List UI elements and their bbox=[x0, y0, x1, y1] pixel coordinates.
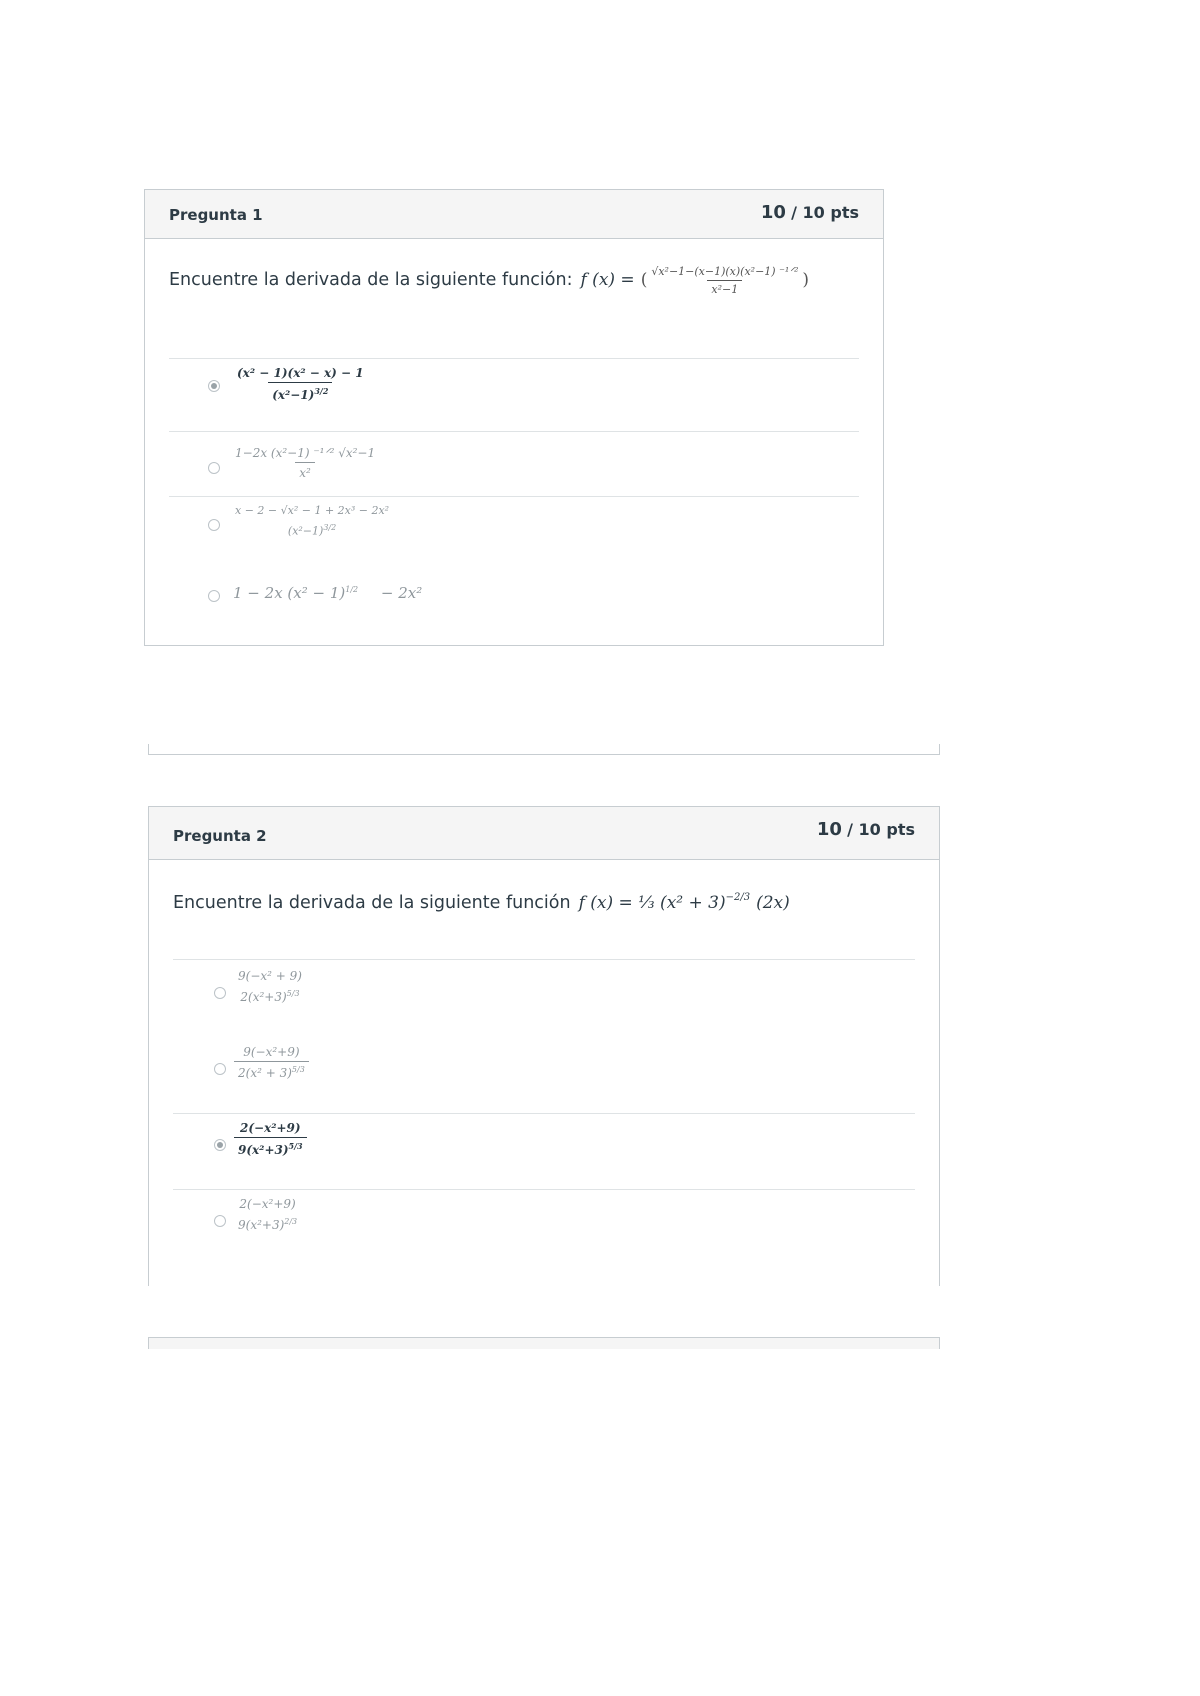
prompt-exp: −2/3 bbox=[725, 891, 751, 903]
question-header bbox=[145, 190, 883, 239]
points-earned: 10 bbox=[760, 202, 786, 223]
next-card-right-edge bbox=[939, 1337, 940, 1349]
answer-option-1[interactable] bbox=[234, 969, 306, 1004]
points-total: / 10 pts bbox=[847, 820, 915, 839]
prompt-math: f (x) = ⅓ (x² + 3) bbox=[578, 893, 726, 913]
option-denominator bbox=[236, 985, 303, 1004]
option-numerator: (x² − 1)(x² − x) − 1 bbox=[237, 366, 364, 380]
option-den-base: (x²−1) bbox=[287, 524, 324, 538]
option-numerator: 2(−x²+9) bbox=[239, 1197, 296, 1211]
option-den-base: 2(x²+3) bbox=[240, 990, 287, 1004]
question-prompt bbox=[169, 250, 809, 310]
question-title: Pregunta 1 bbox=[169, 206, 263, 224]
option-divider bbox=[173, 1189, 915, 1190]
option-divider bbox=[173, 959, 915, 960]
next-card-header-strip bbox=[149, 1338, 939, 1349]
answer-radio-1[interactable] bbox=[208, 380, 220, 392]
option-denominator: x² bbox=[295, 462, 315, 480]
answer-option-2[interactable] bbox=[234, 1045, 309, 1080]
prompt-denominator: x²−1 bbox=[707, 280, 742, 296]
option-den-base: 9(x²+3) bbox=[238, 1143, 289, 1157]
prompt-text: Encuentre la derivada de la siguiente función bbox=[173, 893, 571, 913]
answer-option-3[interactable] bbox=[231, 504, 393, 538]
option-den-exp: 3/2 bbox=[314, 386, 329, 396]
left-paren: ( bbox=[640, 269, 648, 290]
question-points bbox=[817, 819, 915, 840]
prompt-text: Encuentre la derivada de la siguiente función: bbox=[169, 270, 573, 290]
option-numerator: 2(−x²+9) bbox=[240, 1121, 301, 1135]
answer-option-1[interactable] bbox=[233, 366, 368, 402]
option-denominator bbox=[234, 1061, 309, 1080]
card-left-edge bbox=[148, 744, 149, 755]
option-text: 1 − 2x (x² − 1) bbox=[233, 584, 346, 602]
points-earned: 10 bbox=[816, 819, 842, 840]
option-exp: 1/2 bbox=[345, 585, 359, 594]
option-tail: − 2x² bbox=[380, 584, 423, 602]
right-paren: ) bbox=[802, 269, 810, 290]
option-divider bbox=[173, 1113, 915, 1114]
answer-radio-3[interactable] bbox=[208, 519, 220, 531]
option-denominator bbox=[234, 1137, 307, 1157]
option-den-exp: 5/3 bbox=[291, 1065, 305, 1074]
card-right-edge bbox=[939, 744, 940, 755]
option-numerator: 9(−x² + 9) bbox=[238, 969, 302, 983]
answer-radio-3[interactable] bbox=[214, 1139, 226, 1151]
option-denominator bbox=[234, 1213, 301, 1232]
question-card-1 bbox=[144, 189, 884, 646]
option-den-base: 9(x²+3) bbox=[238, 1218, 285, 1232]
answer-option-4[interactable] bbox=[234, 1197, 301, 1232]
prompt-fraction bbox=[647, 265, 802, 296]
option-numerator: 9(−x²+9) bbox=[243, 1045, 300, 1059]
question-title: Pregunta 2 bbox=[173, 827, 267, 845]
option-den-exp: 5/3 bbox=[286, 989, 300, 998]
answer-radio-2[interactable] bbox=[214, 1063, 226, 1075]
option-denominator bbox=[268, 382, 332, 402]
option-den-base: 2(x² + 3) bbox=[238, 1066, 292, 1080]
answer-radio-1[interactable] bbox=[214, 987, 226, 999]
prompt-numerator: √x²−1−(x−1)(x)(x²−1) ⁻¹ᐟ² bbox=[651, 264, 799, 278]
answer-option-4[interactable] bbox=[233, 584, 422, 602]
option-numerator: x − 2 − √x² − 1 + 2x³ − 2x² bbox=[235, 504, 390, 517]
points-total: / 10 pts bbox=[791, 203, 859, 222]
option-numerator: 1−2x (x²−1) ⁻¹ᐟ² √x²−1 bbox=[235, 446, 376, 460]
answer-radio-4[interactable] bbox=[208, 590, 220, 602]
option-divider bbox=[169, 431, 859, 432]
answer-radio-2[interactable] bbox=[208, 462, 220, 474]
question-card-2 bbox=[148, 806, 940, 1286]
option-den-base: (x²−1) bbox=[272, 388, 315, 402]
answer-option-3[interactable] bbox=[234, 1121, 307, 1157]
question-prompt bbox=[173, 893, 790, 913]
option-denominator bbox=[284, 519, 340, 538]
option-divider bbox=[169, 358, 859, 359]
option-den-exp: 5/3 bbox=[288, 1141, 303, 1151]
prompt-tail: (2x) bbox=[756, 893, 790, 913]
question-header bbox=[149, 807, 939, 860]
answer-radio-4[interactable] bbox=[214, 1215, 226, 1227]
question-points bbox=[761, 202, 859, 223]
prompt-math-lhs: f (x) = bbox=[580, 270, 635, 290]
option-den-exp: 2/3 bbox=[284, 1217, 298, 1226]
card-bottom-edge bbox=[148, 754, 940, 755]
option-divider bbox=[169, 496, 859, 497]
answer-option-2[interactable] bbox=[231, 446, 379, 480]
option-den-exp: 3/2 bbox=[323, 523, 337, 532]
